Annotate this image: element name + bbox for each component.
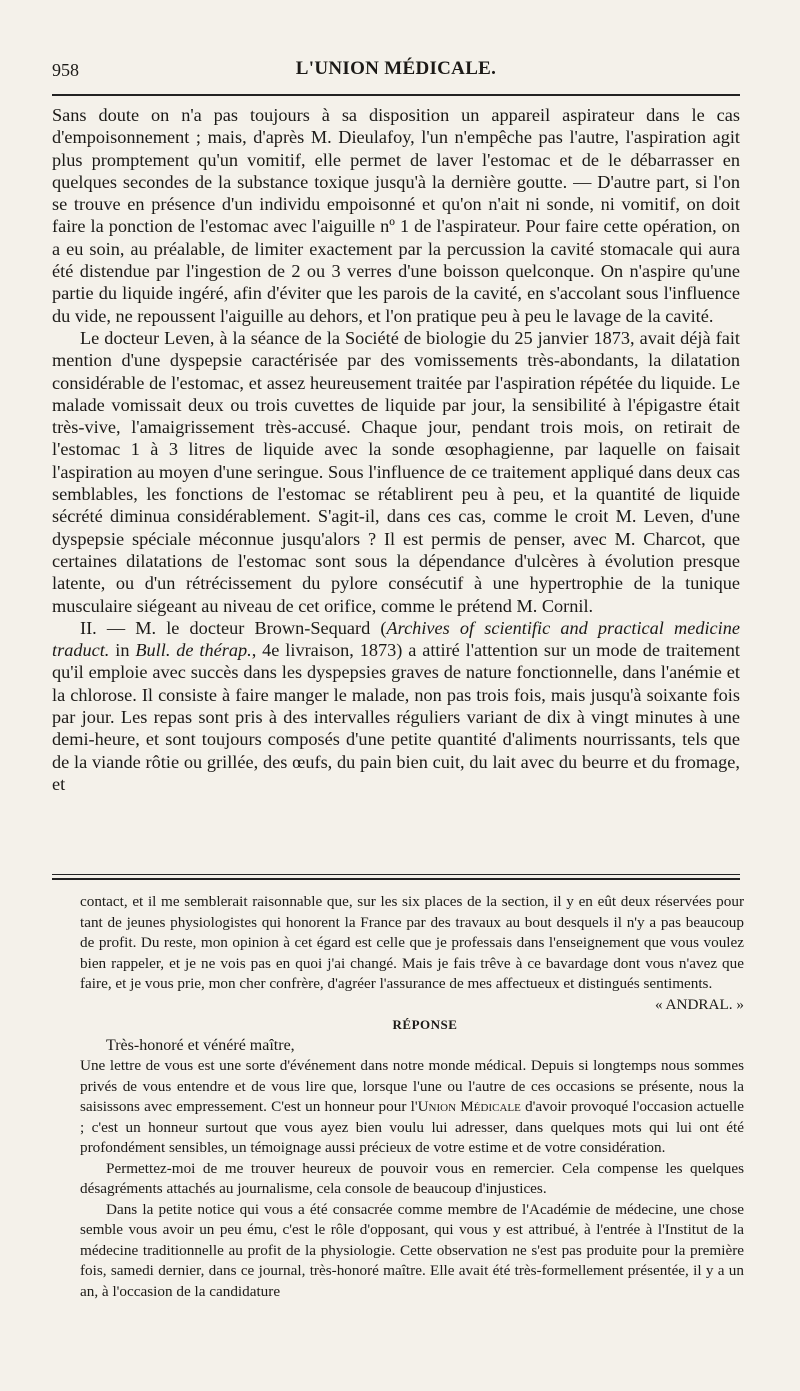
- reply-lead: Une lettre de vous est une sorte d'événement dans notre monde médical. Depuis si longtemps nous sommes privés de vous entendre et de vous lire que, lorsque l'une ou l'autre de ces occasions se présente, nous la saisissons avec empressement. C'est un honneur pour l': [80, 1057, 744, 1115]
- paragraph-rest: , 4e livraison, 1873) a attiré l'attention sur un mode de traitement qu'il emploie avec succès dans les dyspepsies graves de nature fonctionnelle, dans l'anémie et la chlorose. Il consiste à faire manger le malade, non pas trois fois, mais jusqu'à soixante fois par jour. Les repas sont pris à des intervalles réguliers variant de dix à vingt minutes à une demi-heure, et sont toujours composés d'une petite quantité d'aliments nourrissants, tels que de la viande rôtie ou grillée, des œufs, du pain bien cuit, du lait avec du beurre et du fromage, et: [52, 640, 740, 794]
- article-paragraph-brown-sequard: [52, 617, 740, 795]
- header-rule: [52, 94, 740, 96]
- article-paragraph-leven: Le docteur Leven, à la séance de la Société de biologie du 25 janvier 1873, avait déjà fait mention d'une dyspepsie caractérisée par des vomissements très-abondants, la dilatation considérable de l'estomac, et assez heureusement traitée par l'aspiration répétée du liquide. Le malade vomissait deux ou trois cuvettes de liquide par jour, la sensibilité à l'épigastre était très-vive, l'amaigrissement très-accusé. Chaque jour, pendant trois mois, on retirait de l'estomac 1 à 3 litres de liquide avec la sonde œsophagienne, par laquelle on faisait l'aspiration au moyen d'une seringue. Sous l'influence de ce traitement appliqué dans deux cas semblables, les fonctions de l'estomac se rétablirent peu à peu, et la quantité de liquide sécrété diminua considérablement. S'agit-il, dans ces cas, comme le croit M. Leven, d'une dyspepsie spéciale méconnue jusqu'alors ? Il est permis de penser, avec M. Charcot, que certaines dilatations de l'estomac sont sous la dépendance d'ulcères à évolution presque latente, ou d'un rétrécissement du pylore consécutif à une hypertrophie de la tunique musculaire siégeant au niveau de cet orifice, comme le prétend M. Cornil.: [52, 327, 740, 616]
- citation-connector: in: [109, 640, 136, 661]
- citation-archives: Archives of scientific and practical medicine traduct.: [52, 617, 740, 661]
- reply-rest: d'avoir provoqué l'occasion actuelle ; c'est un honneur surtout que vous ayez bien voulu lui adresser, dans quelques mots qui lui ont été profondément sensibles, un témoignage aussi précieux de votre estime et de votre considération.: [80, 1098, 745, 1156]
- feuilleton-section: [80, 892, 744, 1302]
- reply-paragraph-1: [80, 1056, 744, 1159]
- feuilleton-rule-thick: [52, 878, 740, 880]
- page-number: 958: [52, 60, 79, 80]
- citation-bulletin: Bull. de thérap.: [135, 640, 252, 661]
- reply-paragraph-3: Dans la petite notice qui vous a été consacrée comme membre de l'Académie de médecine, une chose semble vous avoir un peu ému, c'est le rôle d'opposant, qui vous y est attribué, à l'entrée à l'Institut de la médecine traditionnelle au profit de la physiologie. Cette observation ne s'est pas produite pour la première fois, samedi dernier, dans ce journal, très-honoré maître. Elle avait été très-formellement présentée, il y a un an, à l'occasion de la candidature: [80, 1200, 744, 1300]
- article-paragraph-aspiration: Sans doute on n'a pas toujours à sa disposition un appareil aspirateur dans le cas d'empoisonnement ; mais, d'après M. Dieulafoy, l'un n'empêche pas l'autre, l'aspiration agit plus promptement qu'un vomitif, elle permet de laver l'estomac et de le débarrasser en quelques secondes de la substance toxique jusqu'à la dernière goutte. — D'autre part, si l'on se trouve en présence d'un individu empoisonné et qu'on n'ait ni sonde, ni vomitif, on doit faire la ponction de l'estomac avec l'aiguille nº 1 de l'aspirateur. Pour faire cette opération, on a eu soin, au préalable, de limiter exactement par la percussion la cavité stomacale qui aura été distendue par l'ingestion de 2 ou 3 verres d'une boisson quelconque. On n'aspire qu'une partie du liquide ingéré, afin d'éviter que les parois de la cavité, en s'accolant sous l'influence du vide, ne repoussent l'aiguille au dehors, et l'on pratique peu à peu le lavage de la cavité.: [52, 105, 740, 326]
- journal-title: L'UNION MÉDICALE.: [295, 58, 497, 79]
- letter-signature: « ANDRAL. »: [654, 995, 744, 1013]
- main-article: [52, 104, 740, 795]
- reply-title: RÉPONSE: [392, 1017, 458, 1032]
- reply-salutation: Très-honoré et vénéré maître,: [106, 1036, 295, 1054]
- reply-paragraph-2: Permettez-moi de me trouver heureux de pouvoir vous en remercier. Cela compense les quelques désagréments attachés au journalisme, cela console de beaucoup d'injustices.: [80, 1159, 744, 1197]
- letter-paragraph: contact, et il me semblerait raisonnable que, sur les six places de la section, il y en eût deux réservées pour tant de jeunes physiologistes qui honorent la France par des travaux au bout desquels il n'y a pas beaucoup de profit. Du reste, mon opinion à cet égard est celle que je professais dans l'enseignement que vous voulez bien rappeler, et je ne vois pas en quoi j'ai changé. Mais je fais trêve à ce bavardage dont vous n'avez que faire, et je vous prie, mon cher confrère, d'agréer l'assurance de mes affectueux et distingués sentiments.: [80, 893, 744, 992]
- paragraph-lead: II. — M. le docteur Brown-Sequard (: [80, 617, 387, 638]
- feuilleton-rule-thin: [52, 874, 740, 875]
- journal-name-inline: Union Médicale: [417, 1098, 521, 1115]
- page-header: [52, 56, 740, 86]
